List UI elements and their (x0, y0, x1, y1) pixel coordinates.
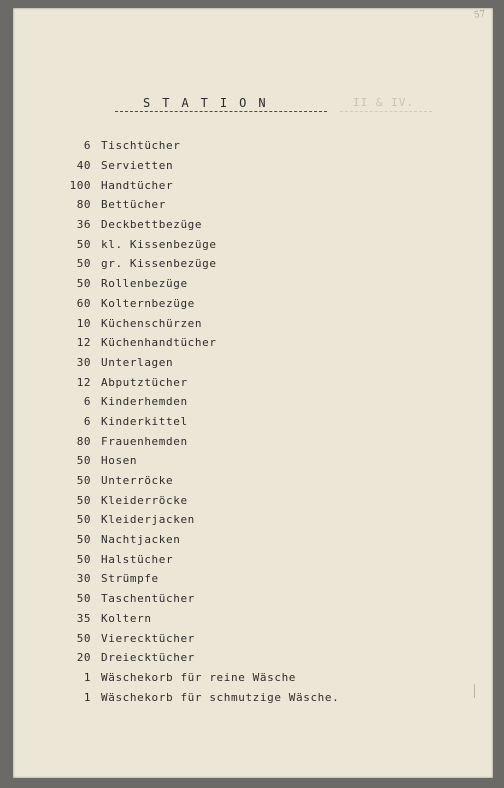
document-page (13, 8, 493, 778)
item-quantity: 50 (76, 513, 91, 527)
list-item (53, 333, 339, 353)
list-item (53, 648, 339, 668)
list-item (53, 254, 339, 274)
pencil-page-number: 57 (472, 9, 486, 21)
item-name: Dreiecktücher (101, 651, 195, 665)
item-name: Deckbettbezüge (101, 218, 203, 232)
item-name: Strümpfe (101, 572, 159, 586)
list-item (53, 687, 339, 707)
item-quantity: 50 (76, 533, 91, 547)
list-item (53, 175, 339, 195)
item-quantity: 6 (83, 414, 91, 428)
list-item (53, 156, 339, 176)
list-item (53, 530, 339, 550)
item-quantity: 50 (76, 454, 91, 468)
list-item (53, 412, 339, 432)
item-quantity: 50 (76, 592, 91, 606)
list-item (53, 274, 339, 294)
list-item (53, 195, 339, 215)
list-item (53, 490, 339, 510)
item-name: Wäschekorb für reine Wäsche (101, 670, 297, 684)
list-item (53, 392, 339, 412)
item-quantity: 12 (76, 375, 91, 389)
item-quantity: 50 (76, 493, 91, 507)
margin-mark (474, 684, 475, 698)
list-item (53, 294, 339, 314)
item-quantity: 1 (83, 670, 91, 684)
list-item (53, 431, 339, 451)
title-underline-faded (340, 111, 432, 112)
item-name: Unterröcke (101, 474, 174, 488)
item-name: Servietten (101, 159, 174, 173)
list-item (53, 372, 339, 392)
list-item (53, 668, 339, 688)
item-name: Kolternbezüge (101, 296, 195, 310)
list-item (53, 609, 339, 629)
list-item (53, 549, 339, 569)
item-name: Wäschekorb für schmutzige Wäsche. (101, 690, 340, 704)
item-name: Kinderkittel (101, 414, 188, 428)
item-quantity: 36 (76, 218, 91, 232)
list-item (53, 451, 339, 471)
item-quantity: 60 (76, 296, 91, 310)
item-name: Kleiderjacken (101, 513, 195, 527)
item-quantity: 50 (76, 631, 91, 645)
item-quantity: 50 (76, 237, 91, 251)
list-item (53, 234, 339, 254)
title-underline (115, 111, 327, 112)
item-name: Halstücher (101, 552, 174, 566)
item-name: Nachtjacken (101, 533, 181, 547)
document-title-faded-suffix: II & IV. (353, 96, 414, 109)
item-name: kl. Kissenbezüge (101, 237, 217, 251)
item-quantity: 10 (76, 316, 91, 330)
item-quantity: 50 (76, 257, 91, 271)
item-name: Taschentücher (101, 592, 195, 606)
document-title: STATION (143, 96, 278, 110)
list-item (53, 471, 339, 491)
item-quantity: 35 (76, 611, 91, 625)
item-quantity: 30 (76, 355, 91, 369)
item-name: Kleiderröcke (101, 493, 188, 507)
item-quantity: 80 (76, 198, 91, 212)
item-name: Rollenbezüge (101, 277, 188, 291)
item-name: Bettücher (101, 198, 167, 212)
item-quantity: 20 (76, 651, 91, 665)
item-quantity: 80 (76, 434, 91, 448)
item-quantity: 50 (76, 474, 91, 488)
item-quantity: 40 (76, 159, 91, 173)
item-quantity: 100 (69, 178, 91, 192)
item-name: gr. Kissenbezüge (101, 257, 217, 271)
item-name: Küchenhandtücher (101, 336, 217, 350)
item-quantity: 50 (76, 552, 91, 566)
list-item (53, 353, 339, 373)
item-name: Kinderhemden (101, 395, 188, 409)
list-item (53, 313, 339, 333)
list-item (53, 628, 339, 648)
item-name: Hosen (101, 454, 138, 468)
item-quantity: 1 (83, 690, 91, 704)
item-name: Frauenhemden (101, 434, 188, 448)
item-name: Vierecktücher (101, 631, 195, 645)
list-item (53, 510, 339, 530)
item-name: Handtücher (101, 178, 174, 192)
item-quantity: 6 (83, 139, 91, 153)
item-name: Abputztücher (101, 375, 188, 389)
inventory-list (53, 136, 339, 707)
item-name: Küchenschürzen (101, 316, 203, 330)
item-name: Tischtücher (101, 139, 181, 153)
item-name: Koltern (101, 611, 152, 625)
item-name: Unterlagen (101, 355, 174, 369)
item-quantity: 12 (76, 336, 91, 350)
list-item (53, 136, 339, 156)
list-item (53, 569, 339, 589)
item-quantity: 6 (83, 395, 91, 409)
item-quantity: 30 (76, 572, 91, 586)
list-item (53, 589, 339, 609)
list-item (53, 215, 339, 235)
item-quantity: 50 (76, 277, 91, 291)
